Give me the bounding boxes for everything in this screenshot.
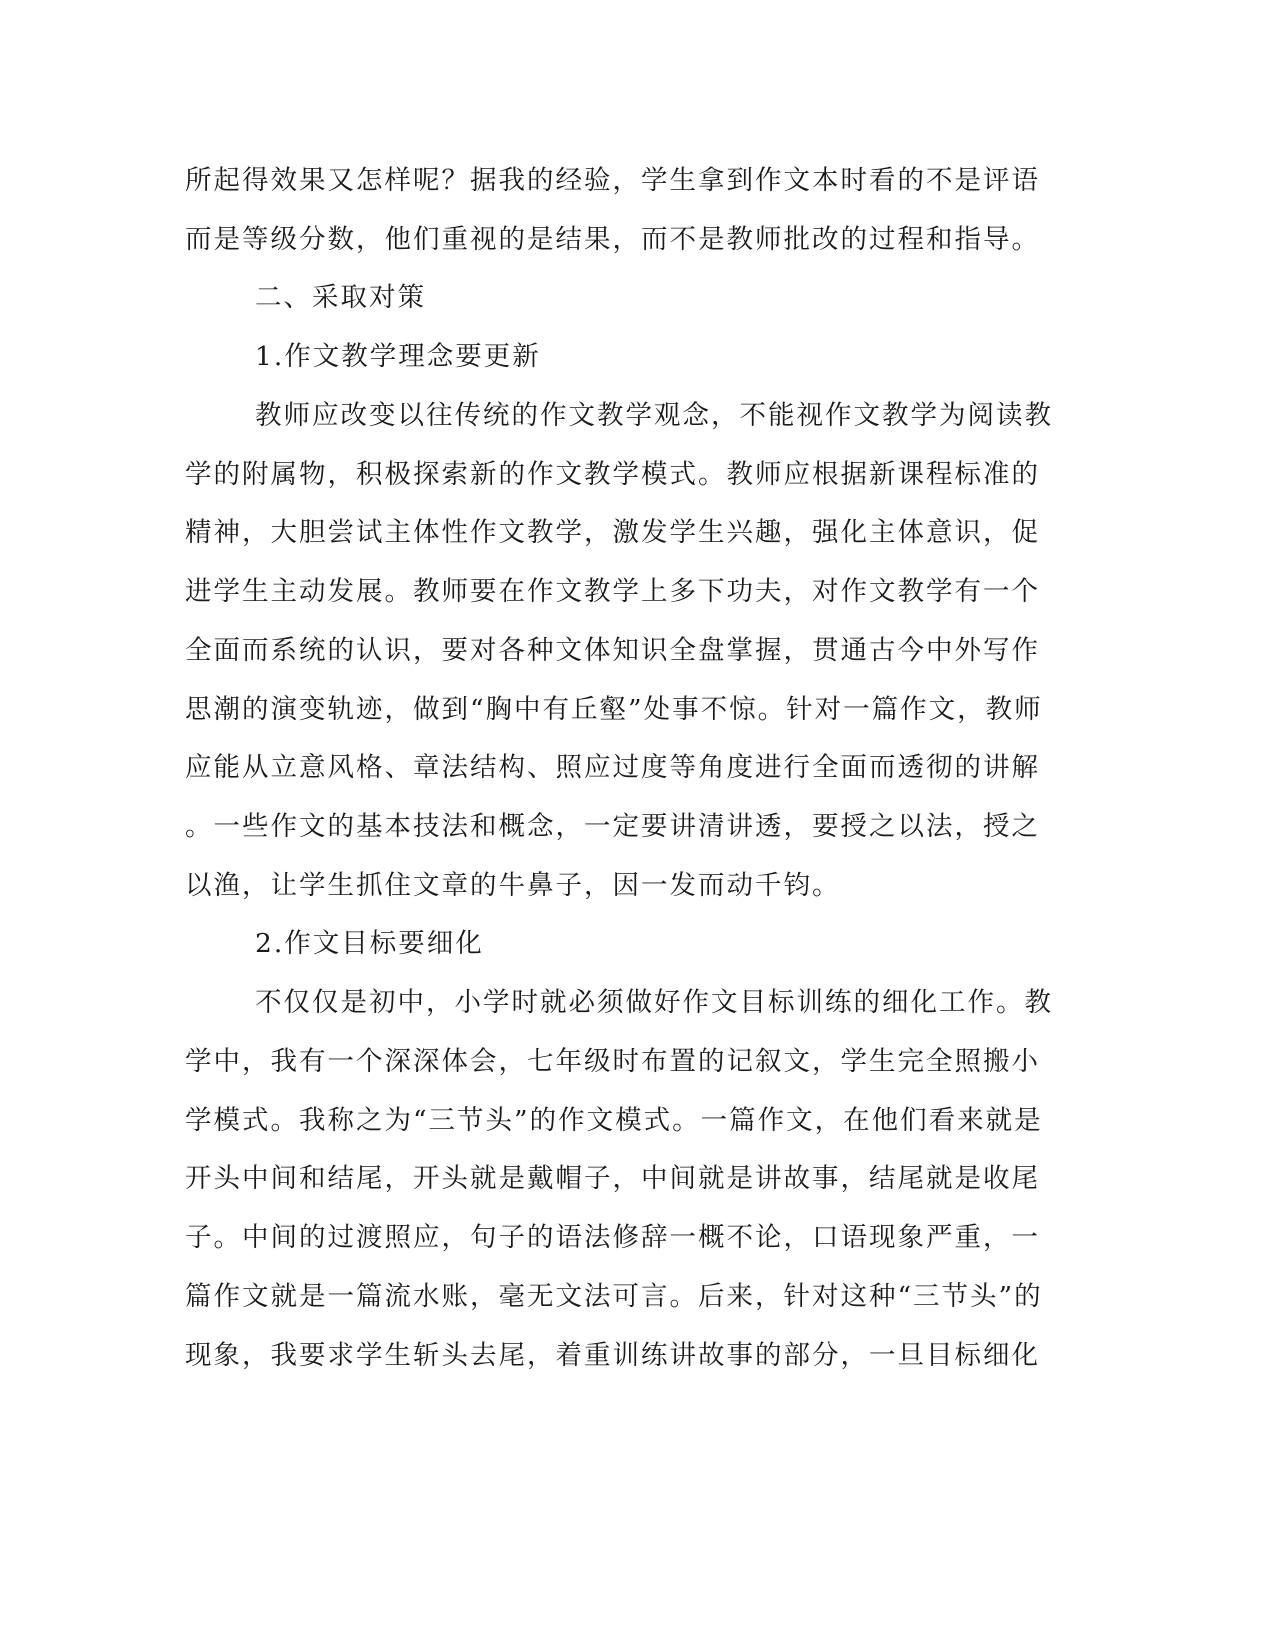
- body-text-line: 现象，我要求学生斩头去尾，着重训练讲故事的部分，一旦目标细化: [185, 1340, 1040, 1371]
- body-text-line: 应能从立意风格、章法结构、照应过度等角度进行全面而透彻的讲解: [185, 752, 1040, 783]
- body-text-line: 思潮的演变轨迹，做到“胸中有丘壑”处事不惊。针对一篇作文，教师: [185, 694, 1043, 725]
- body-text-line: 所起得效果又怎样呢？据我的经验，学生拿到作文本时看的不是评语: [185, 165, 1040, 196]
- body-text-line: 以渔，让学生抓住文章的牛鼻子，因一发而动千钧。: [185, 870, 841, 901]
- body-text-line: 开头中间和结尾，开头就是戴帽子，中间就是讲故事，结尾就是收尾: [185, 1163, 1040, 1194]
- body-text-line: 而是等级分数，他们重视的是结果，而不是教师批改的过程和指导。: [185, 224, 1040, 255]
- body-text-line: 全面而系统的认识，要对各种文体知识全盘掌握，贯通古今中外写作: [185, 635, 1040, 666]
- body-text-line: 。一些作文的基本技法和概念，一定要讲清讲透，要授之以法，授之: [185, 811, 1040, 842]
- body-text-line: 学的附属物，积极探索新的作文教学模式。教师应根据新课程标准的: [185, 459, 1040, 490]
- body-text-line: 不仅仅是初中，小学时就必须做好作文目标训练的细化工作。教: [255, 987, 1053, 1018]
- subsection-heading: 2.作文目标要细化: [255, 928, 484, 959]
- body-text-line: 子。中间的过渡照应，句子的语法修辞一概不论，口语现象严重，一: [185, 1222, 1040, 1253]
- body-text-line: 进学生主动发展。教师要在作文教学上多下功夫，对作文教学有一个: [185, 576, 1040, 607]
- body-text-line: 教师应改变以往传统的作文教学观念，不能视作文教学为阅读教: [255, 400, 1053, 431]
- body-text-line: 篇作文就是一篇流水账，毫无文法可言。后来，针对这种“三节头”的: [185, 1281, 1043, 1312]
- body-text-line: 学中，我有一个深深体会，七年级时布置的记叙文，学生完全照搬小: [185, 1046, 1040, 1077]
- subsection-heading: 1.作文教学理念要更新: [255, 341, 541, 372]
- section-heading: 二、采取对策: [255, 282, 426, 313]
- body-text-line: 学模式。我称之为“三节头”的作文模式。一篇作文，在他们看来就是: [185, 1105, 1043, 1136]
- body-text-line: 精神，大胆尝试主体性作文教学，激发学生兴趣，强化主体意识，促: [185, 517, 1040, 548]
